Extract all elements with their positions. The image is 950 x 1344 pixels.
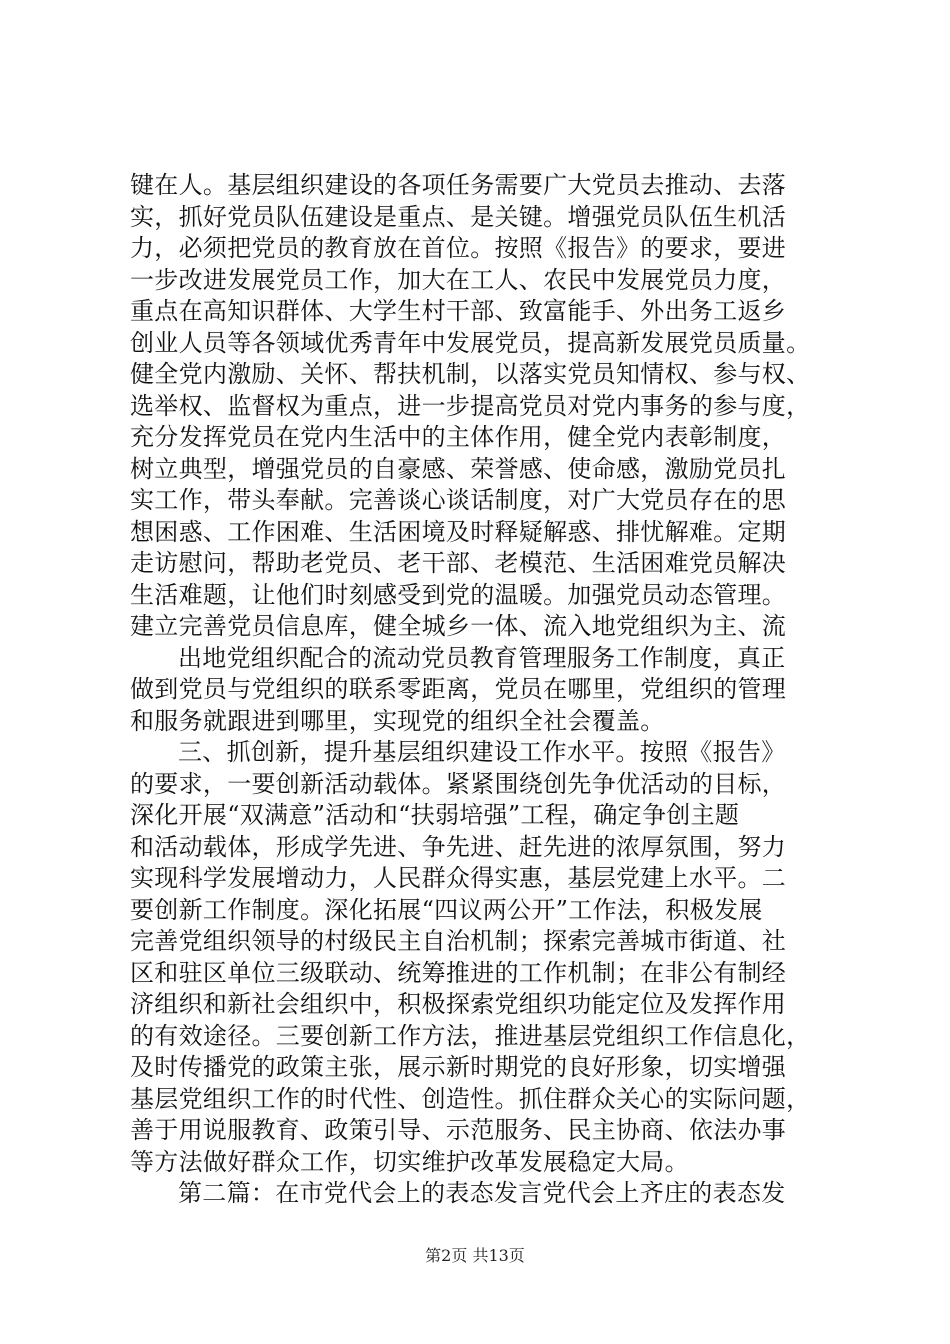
- text-line: 一步改进发展党员工作，加大在工人、农民中发展党员力度，: [130, 265, 787, 294]
- text-line: 充分发挥党员在党内生活中的主体作用，健全党内表彰制度，: [130, 423, 787, 451]
- text-line: 实工作，带头奉献。完善谈心谈话制度，对广大党员存在的思: [130, 486, 787, 514]
- text-line: 走访慰问，帮助老党员、老干部、老模范、生活困难党员解决: [130, 549, 787, 577]
- section-heading-line: 三、抓创新，提升基层组织建设工作水平。按照《报告》: [178, 738, 786, 766]
- text-line: 济组织和新社会组织中，积极探索党组织功能定位及发挥作用: [130, 990, 787, 1018]
- text-line: 和服务就跟进到哪里，实现党的组织全社会覆盖。: [130, 706, 665, 735]
- text-line: 深化开展“双满意”活动和“扶弱培强”工程，确定争创主题: [130, 801, 740, 829]
- text-line: 善于用说服教育、政策引导、示范服务、民主协商、依法办事: [130, 1116, 787, 1144]
- text-line: 键在人。基层组织建设的各项任务需要广大党员去推动、去落: [130, 171, 787, 199]
- text-line: 做到党员与党组织的联系零距离，党员在哪里，党组织的管理: [130, 675, 787, 703]
- page-footer: 第2页 共13页: [425, 1246, 525, 1265]
- text-line: 选举权、监督权为重点，进一步提高党员对党内事务的参与度，: [130, 391, 811, 420]
- document-body: [130, 170, 845, 1210]
- text-line: 创业人员等各领域优秀青年中发展党员，提高新发展党员质量。: [130, 328, 811, 357]
- text-line: 等方法做好群众工作，切实维护改革发展稳定大局。: [130, 1147, 689, 1176]
- text-line: 基层党组织工作的时代性、创造性。抓住群众关心的实际问题，: [130, 1084, 811, 1113]
- text-line: 完善党组织领导的村级民主自治机制；探索完善城市街道、社: [130, 927, 787, 955]
- text-line: 想困惑、工作困难、生活困境及时释疑解惑、排忧解难。定期: [130, 517, 787, 546]
- text-line: 的有效途径。三要创新工作方法，推进基层党组织工作信息化，: [130, 1021, 811, 1050]
- text-line: 出地党组织配合的流动党员教育管理服务工作制度，真正: [178, 643, 786, 672]
- next-chapter-line: 第二篇：在市党代会上的表态发言党代会上齐庄的表态发: [178, 1179, 786, 1207]
- text-line: 要创新工作制度。深化拓展“四议两公开”工作法，积极发展: [130, 895, 763, 924]
- text-line: 健全党内激励、关怀、帮扶机制，以落实党员知情权、参与权、: [130, 360, 811, 388]
- text-line: 的要求，一要创新活动载体。紧紧围绕创先争优活动的目标，: [130, 769, 787, 798]
- text-line: 实，抓好党员队伍建设是重点、是关键。增强党员队伍生机活: [130, 202, 787, 231]
- text-line: 树立典型，增强党员的自豪感、荣誉感、使命感，激励党员扎: [130, 454, 787, 483]
- text-line: 生活难题，让他们时刻感受到党的温暖。加强党员动态管理。: [130, 580, 787, 609]
- text-line: 和活动载体，形成学先进、争先进、赶先进的浓厚氛围，努力: [130, 832, 787, 861]
- text-line: 实现科学发展增动力，人民群众得实惠，基层党建上水平。二: [130, 864, 787, 892]
- text-line: 及时传播党的政策主张，展示新时期党的良好形象，切实增强: [130, 1053, 787, 1081]
- text-line: 区和驻区单位三级联动、统筹推进的工作机制；在非公有制经: [130, 958, 787, 987]
- text-line: 重点在高知识群体、大学生村干部、致富能手、外出务工返乡: [130, 297, 787, 325]
- text-line: 建立完善党员信息库，健全城乡一体、流入地党组织为主、流: [130, 612, 787, 640]
- text-line: 力，必须把党员的教育放在首位。按照《报告》的要求，要进: [130, 234, 787, 262]
